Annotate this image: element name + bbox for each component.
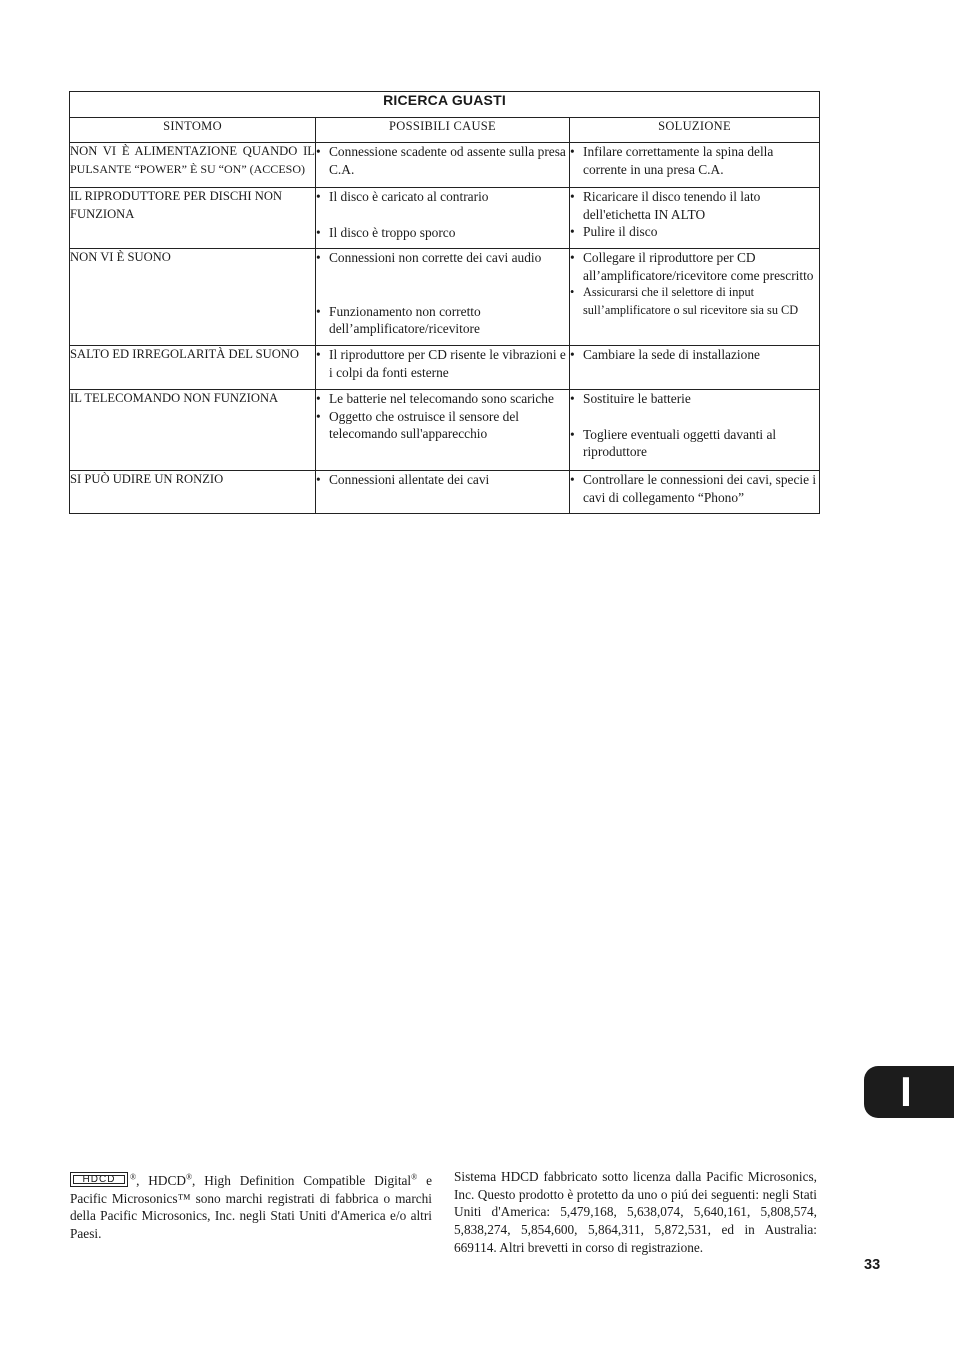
symptom-text: IL TELECOMANDO NON FUNZIONA [70, 391, 279, 405]
symptom-cell [70, 143, 316, 188]
solution-item: • Cambiare la sede di installazione [570, 346, 819, 364]
reg-mark: ® [185, 1172, 193, 1182]
column-header-solution: SOLUZIONE [570, 118, 820, 143]
symptom-cell [70, 471, 316, 514]
cause-item: • Connessioni non corrette dei cavi audio [316, 249, 569, 267]
solution-item: • Pulire il disco [570, 223, 819, 241]
solution-cell [570, 188, 820, 249]
table-title: RICERCA GUASTI [70, 92, 820, 118]
language-tab-letter: I [900, 1068, 912, 1115]
cause-item: • Oggetto che ostruisce il sensore del telecomando sull'apparecchio [316, 408, 569, 443]
trademark-text-1: , HDCD [136, 1173, 186, 1188]
symptom-text: SALTO ED IRREGOLARITÀ DEL SUONO [70, 347, 300, 361]
table-row [70, 346, 820, 390]
cause-item: • Le batterie nel telecomando sono scariche [316, 390, 569, 408]
solution-item: • Controllare le connessioni dei cavi, specie i cavi di collegamento “Phono” [570, 471, 819, 506]
troubleshooting-table [69, 91, 820, 514]
symptom-text: NON VI È SUONO [70, 250, 171, 264]
page-number: 33 [864, 1257, 881, 1273]
cause-item: • Connessione scadente od assente sulla presa C.A. [316, 143, 569, 178]
column-header-causes: POSSIBILI CAUSE [316, 118, 570, 143]
table-row [70, 249, 820, 346]
trademark-text-2: , High Definition Compatible Digital [192, 1173, 412, 1188]
solution-cell [570, 249, 820, 346]
table-row [70, 390, 820, 471]
hdcd-logo-text: HDCD [82, 1174, 116, 1185]
column-header-symptom: SINTOMO [70, 118, 316, 143]
symptom-cell [70, 249, 316, 346]
solution-item: • Togliere eventuali oggetti davanti al riproduttore [570, 426, 819, 461]
solution-item: • Ricaricare il disco tenendo il lato dell'etichetta IN ALTO [570, 188, 819, 223]
symptom-text-line: PULSANTE “POWER” È SU “ON” (ACCESO) [70, 161, 305, 176]
symptom-cell [70, 346, 316, 390]
solution-cell [570, 143, 820, 188]
symptom-cell [70, 390, 316, 471]
solution-item: • Assicurarsi che il selettore di input sull’amplificatore o sul ricevitore sia su CD [570, 284, 819, 319]
license-notice: Sistema HDCD fabbricato sotto licenza dalla Pacific Microsonics, Inc. Questo prodotto è protetto da uno o piú dei seguenti: negli Stati Uniti d'America: 5,479,168, 5,638,074, 5,640,161, 5,808,574, 5,838,274, 5,854,600, 5,864,311, 5,872,531, ed in Australia: 669114. Altri brevetti in corso di registrazione. [454, 1169, 817, 1255]
solution-cell [570, 471, 820, 514]
hdcd-logo [70, 1172, 128, 1187]
solution-item: • Collegare il riproduttore per CD all’amplificatore/ricevitore come prescritto [570, 249, 819, 284]
symptom-text: SI PUÒ UDIRE UN RONZIO [70, 472, 224, 486]
table-row [70, 143, 820, 188]
reg-mark: ® [411, 1172, 418, 1182]
causes-cell [316, 143, 570, 188]
solution-cell [570, 346, 820, 390]
causes-cell [316, 471, 570, 514]
cause-item: • Funzionamento non corretto dell’amplificatore/ricevitore [316, 303, 569, 338]
language-tab [864, 1066, 954, 1118]
causes-cell [316, 346, 570, 390]
symptom-cell [70, 188, 316, 249]
symptom-text: IL RIPRODUTTORE PER DISCHI NON FUNZIONA [70, 189, 283, 221]
solution-cell [570, 390, 820, 471]
trademark-text-3: e Pacific Microsonics™ sono marchi registrati di fabbrica o marchi della Pacific Microsonics, Inc. negli Stati Uniti d'America e/o altri Paesi. [70, 1173, 433, 1241]
solution-item: • Sostituire le batterie [570, 390, 819, 408]
causes-cell [316, 390, 570, 471]
table-row [70, 188, 820, 249]
solution-item: • Infilare correttamente la spina della corrente in una presa C.A. [570, 143, 819, 178]
causes-cell [316, 188, 570, 249]
symptom-text-line: NON VI È ALIMENTAZIONE QUANDO IL [70, 144, 315, 158]
trademark-notice [70, 1172, 432, 1242]
table-row [70, 471, 820, 514]
cause-item: • Il disco è troppo sporco [316, 224, 569, 242]
cause-item: • Connessioni allentate dei cavi [316, 471, 569, 489]
cause-item: • Il disco è caricato al contrario [316, 188, 569, 206]
logo-reg-mark: ® [130, 1172, 137, 1182]
causes-cell [316, 249, 570, 346]
cause-item: • Il riproduttore per CD risente le vibrazioni e i colpi da fonti esterne [316, 346, 569, 381]
